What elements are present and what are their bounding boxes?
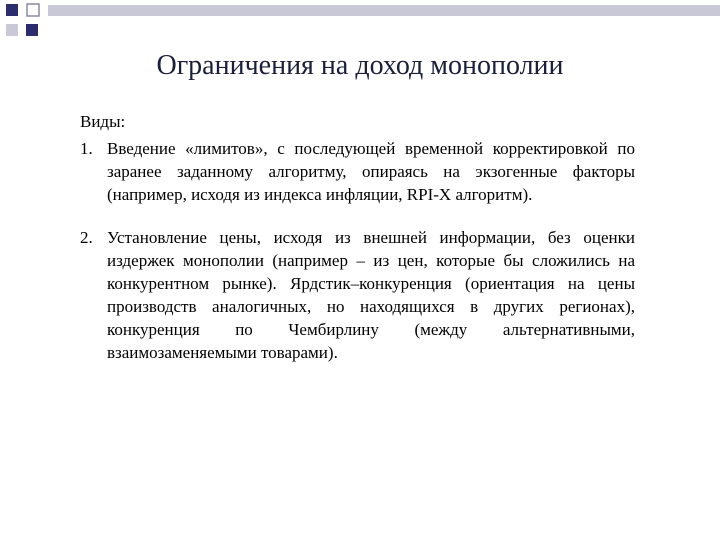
slide-content: [80, 110, 635, 364]
decorative-square-light: [6, 24, 18, 36]
list-item-text: Установление цены, исходя из внешней информации, без оценки издержек монополии (например – из цен, которые бы сложились на конкурентном рынке). Ярдстик–конкуренция (ориентация на цены производств аналогичных, но находящихся в других регионах), конкуренция по Чембирлину (между альтернативными, взаимозаменяемыми товарами).: [107, 228, 635, 362]
list-item-text: Введение «лимитов», с последующей временной корректировкой по заранее заданному алгоритму, опираясь на экзогенные факторы (например, исходя из индекса инфляции, RPI-X алгоритм).: [107, 139, 635, 204]
decorative-square-dark: [6, 4, 18, 16]
list-item-number: 1.: [80, 139, 93, 158]
intro-label: Виды:: [80, 112, 126, 131]
decorative-square-dark: [26, 24, 38, 36]
list-item: [80, 137, 635, 206]
decorative-bar: [48, 5, 720, 16]
slide-title: Ограничения на доход монополии: [156, 50, 564, 81]
list-item-number: 2.: [80, 228, 93, 247]
decorative-square-outline: [27, 4, 39, 16]
list-item: [80, 226, 635, 364]
